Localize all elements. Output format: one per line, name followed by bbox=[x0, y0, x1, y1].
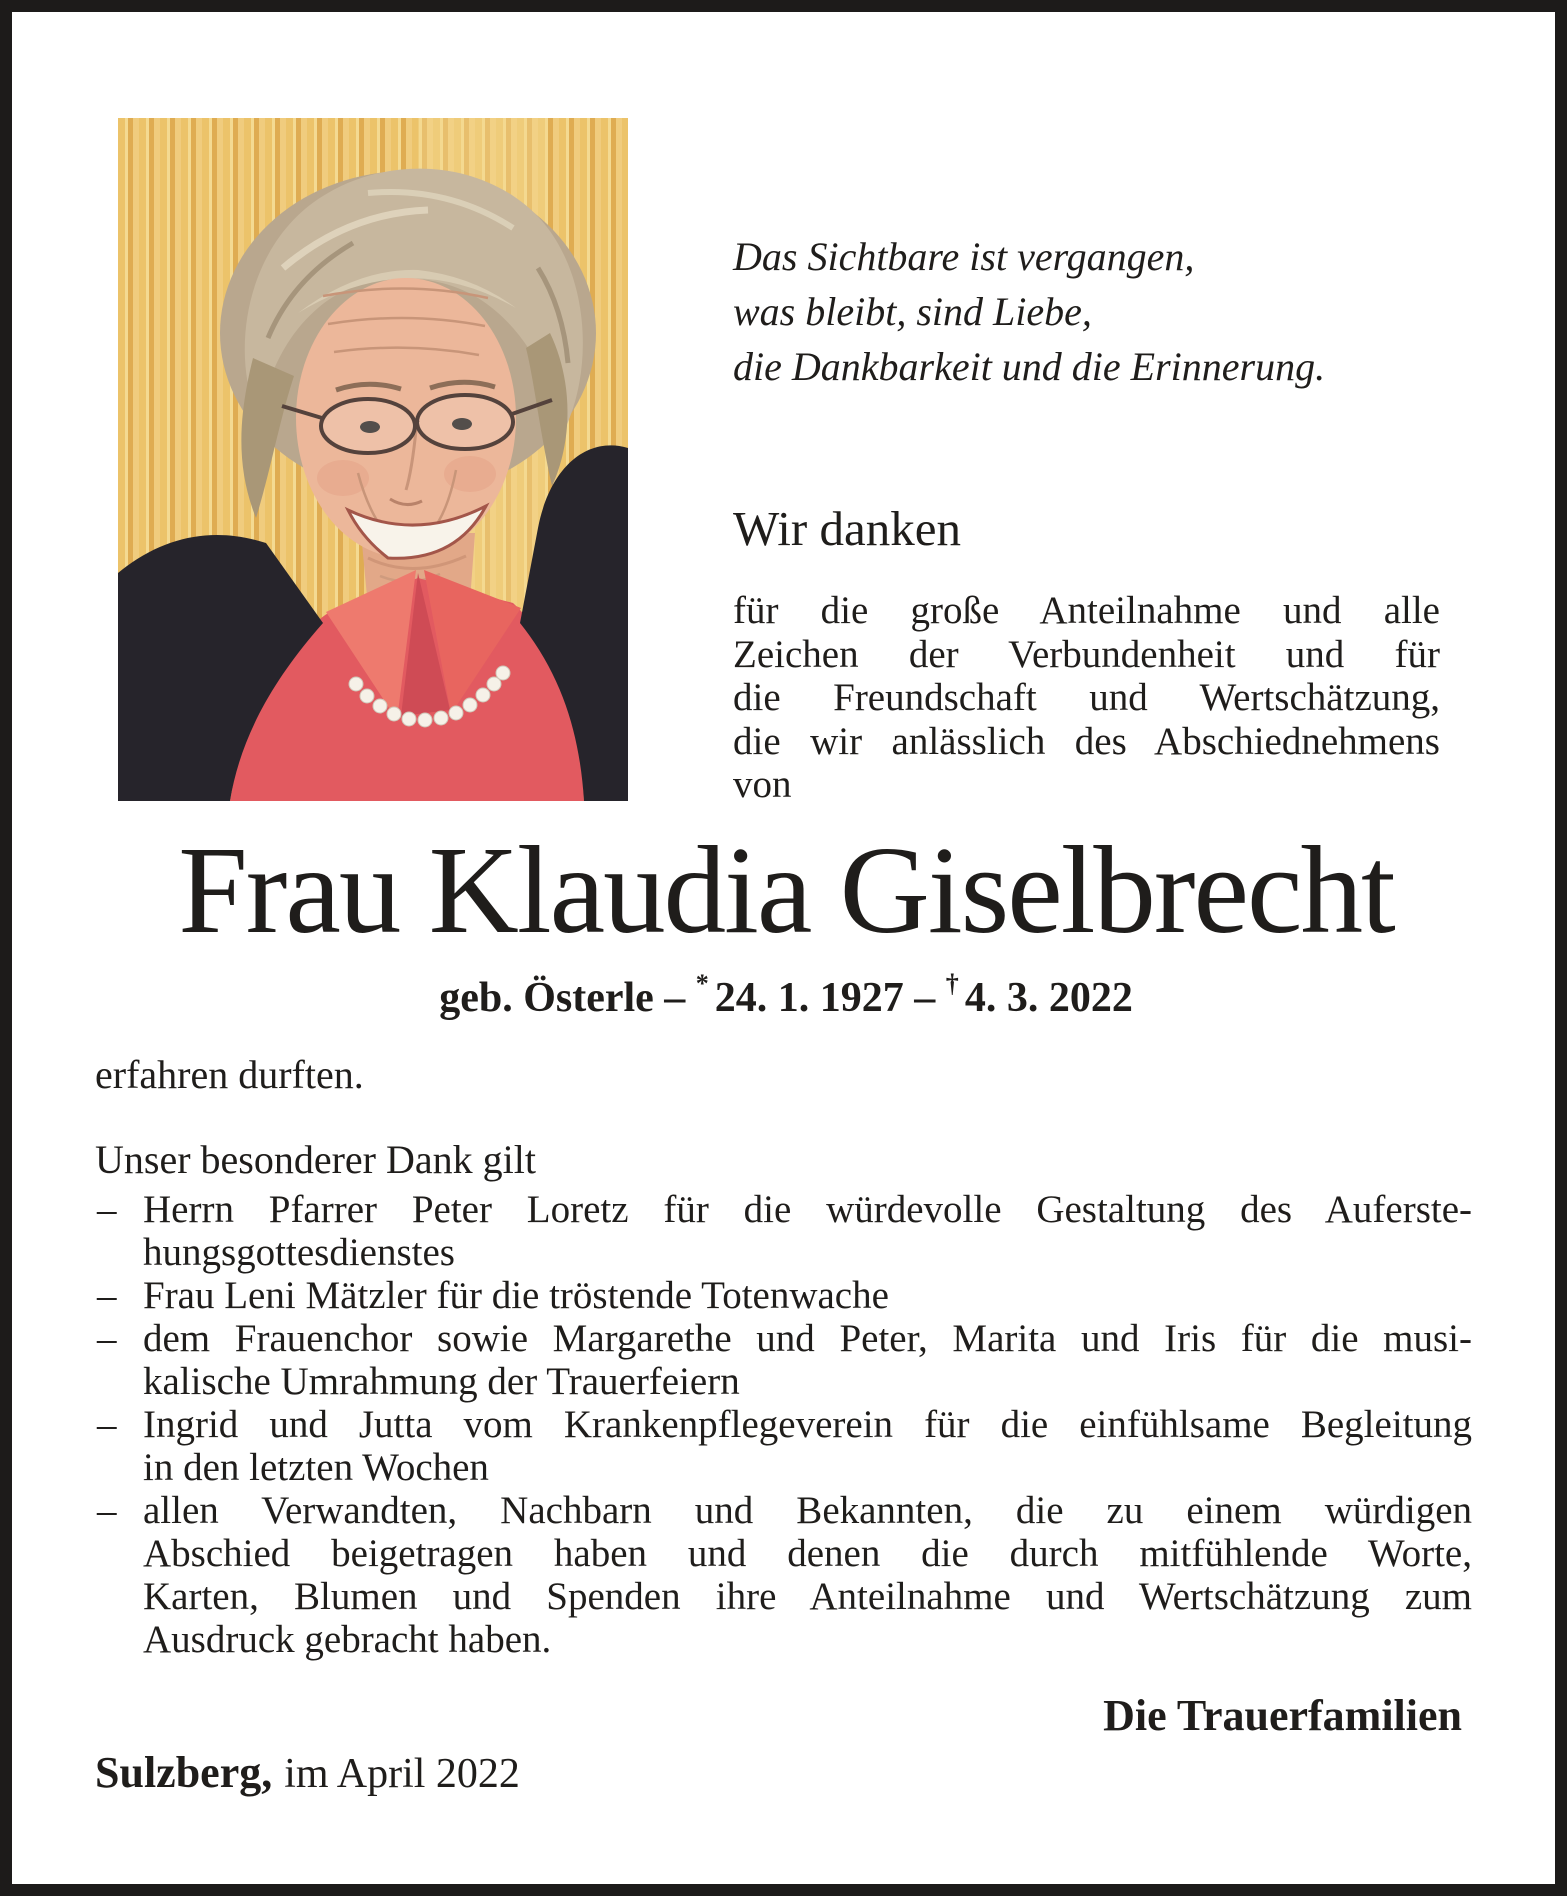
thanks-list-item bbox=[95, 1489, 1472, 1661]
thanks-item-text: Herrn Pfarrer Peter Loretz für die würdevolle Gestaltung des Auferste- hungsgottesdienstes bbox=[143, 1188, 1472, 1274]
thanks-item-text: dem Frauenchor sowie Margarethe und Peter, Marita und Iris für die musi- kalische Umrahmung der Trauerfeiern bbox=[143, 1317, 1472, 1403]
thanks-list-item bbox=[95, 1317, 1472, 1403]
closing-signature: Die Trauerfamilien bbox=[1103, 1691, 1462, 1740]
dash-marker: – bbox=[97, 1274, 117, 1317]
continuation-text: erfahren durften. bbox=[95, 1052, 364, 1097]
dash-marker: – bbox=[97, 1489, 117, 1532]
maiden-name: geb. Österle – bbox=[439, 975, 686, 1021]
headline-block bbox=[95, 822, 1477, 1023]
thanks-item-text: Ingrid und Jutta vom Krankenpflegeverein für die einfühlsame Begleitung in den letzten Wochen bbox=[143, 1403, 1472, 1489]
thanks-list-item bbox=[95, 1403, 1472, 1489]
place-date-line bbox=[95, 1748, 520, 1799]
portrait-photo bbox=[118, 118, 628, 801]
place-name: Sulzberg, bbox=[95, 1748, 273, 1797]
birth-star-symbol: * bbox=[695, 969, 709, 998]
thanks-item-text: allen Verwandten, Nachbarn und Bekannten, die zu einem würdigen Abschied beigetragen haben und denen die durch mitfühlende Worte, Karten, Blumen und Spenden ihre Anteilnahme und Wertschätzung zum Ausdruck gebracht haben. bbox=[143, 1489, 1472, 1661]
obituary-content bbox=[5, 5, 1561, 1889]
dash-marker: – bbox=[97, 1317, 117, 1360]
date-text: im April 2022 bbox=[284, 1751, 520, 1797]
memorial-quote: Das Sichtbare ist vergangen, was bleibt, sind Liebe, die Dankbarkeit und die Erinnerung. bbox=[733, 234, 1326, 389]
deceased-name: Frau Klaudia Giselbrecht bbox=[178, 822, 1394, 960]
life-dates bbox=[95, 959, 1477, 1023]
birth-date: 24. 1. 1927 – bbox=[714, 975, 936, 1021]
thanks-item-text: Frau Leni Mätzler für die tröstende Totenwache bbox=[143, 1274, 889, 1317]
inner-frame bbox=[3, 3, 1567, 1896]
death-dagger-symbol: † bbox=[945, 969, 959, 998]
thanks-intro-paragraph: für die große Anteilnahme und alle Zeichen der Verbundenheit und für die Freundschaft und Wertschätzung, die wir anlässlich des Abschiednehmens von bbox=[733, 589, 1440, 806]
dash-marker: – bbox=[97, 1403, 117, 1446]
thanks-heading: Wir danken bbox=[733, 501, 961, 556]
thanks-list bbox=[95, 1188, 1472, 1661]
special-thanks-heading: Unser besonderer Dank gilt bbox=[95, 1137, 536, 1182]
thanks-list-item bbox=[95, 1274, 1472, 1317]
portrait-illustration bbox=[118, 118, 628, 801]
thanks-list-item bbox=[95, 1188, 1472, 1274]
death-date: 4. 3. 2022 bbox=[964, 975, 1133, 1021]
dash-marker: – bbox=[97, 1188, 117, 1231]
